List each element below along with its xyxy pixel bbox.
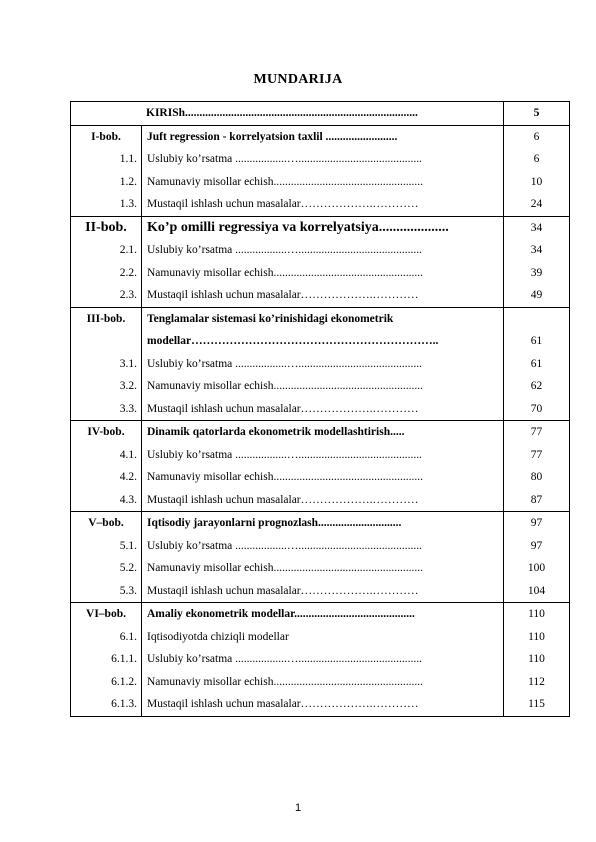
chapter-number: V–bob.: [88, 517, 124, 529]
toc-chapter-row: [71, 603, 570, 717]
section-number: 4.3.: [119, 493, 137, 506]
chapter-text-cell: [142, 125, 504, 216]
table-of-contents: [70, 101, 570, 717]
chapter-text-cell: [142, 216, 504, 307]
section-title: Namunaviy misollar echish....................................................: [147, 175, 423, 188]
section-number: 1.3.: [119, 198, 137, 210]
spacer: [71, 330, 141, 353]
chapter-number: I-bob.: [91, 130, 121, 143]
section-page: 110: [528, 653, 545, 665]
chapter-title: Ko’p omilli regressiya va korrelyatsiya....................: [147, 219, 449, 235]
chapter-page-cell: [504, 603, 570, 717]
section-number: 2.2.: [119, 266, 137, 279]
section-page: 49: [530, 289, 543, 301]
chapter-page-cell: [504, 307, 570, 421]
intro-label-cell: [71, 102, 504, 126]
section-page: 115: [528, 698, 545, 710]
section-number: 4.1.: [119, 448, 137, 461]
chapter-page-cell: [504, 421, 570, 512]
section-title: Namunaviy misollar echish....................................................: [147, 380, 423, 392]
section-title: Uslubiy ko’rsatma ..................…...........................................: [147, 244, 423, 256]
section-title: Mustaqil ishlash uchun masalalar……………….…………: [147, 289, 419, 301]
section-page: 24: [530, 198, 543, 210]
chapter-number: III-bob.: [86, 312, 126, 325]
section-page: 34: [530, 244, 543, 256]
section-page: 62: [530, 380, 543, 392]
section-title: Namunaviy misollar echish....................................................: [147, 471, 423, 483]
section-page: 77: [530, 448, 543, 461]
chapter-text-cell: [142, 512, 504, 603]
section-number: 6.1.1.: [111, 653, 137, 665]
section-title: Mustaqil ishlash uchun masalalar……………….…………: [147, 584, 419, 597]
chapter-number-cell: [71, 125, 142, 216]
chapter-text-cell: [142, 421, 504, 512]
section-page: 6: [533, 153, 540, 165]
section-title: Uslubiy ko’rsatma ..................…...........................................: [147, 539, 423, 552]
section-number: 4.2.: [119, 471, 137, 483]
section-title: Mustaqil ishlash uchun masalalar……………….…………: [147, 698, 419, 710]
chapter-page: 97: [530, 517, 543, 529]
toc-intro-row: [71, 102, 570, 126]
chapter-number-cell: [71, 512, 142, 603]
section-title: Mustaqil ishlash uchun masalalar……………….…………: [147, 493, 419, 506]
section-page: 104: [527, 584, 546, 597]
section-number: 6.1.: [119, 630, 137, 643]
section-page: 10: [530, 175, 543, 188]
chapter-page: 61: [530, 335, 543, 347]
chapter-title: modellar………………………………………………………..: [147, 335, 439, 347]
chapter-title: Iqtisodiy jarayonlarni prognozlash.............................: [147, 517, 402, 529]
section-page: 80: [530, 471, 543, 483]
chapter-title: Tenglamalar sistemasi ko’rinishidagi ekonometrik: [147, 312, 394, 325]
intro-page-cell: [504, 102, 570, 126]
section-title: Uslubiy ko’rsatma ..................…...........................................: [147, 448, 423, 461]
chapter-number: II-bob.: [85, 219, 127, 235]
section-title: Mustaqil ishlash uchun masalalar……………….…………: [147, 198, 419, 210]
chapter-number-cell: [71, 421, 142, 512]
section-number: 3.2.: [119, 380, 137, 392]
chapter-page-cell: [504, 216, 570, 307]
section-page: 110: [528, 630, 545, 643]
chapter-page: 6: [533, 130, 540, 143]
intro-page: 5: [533, 107, 540, 119]
chapter-number-cell: [71, 603, 142, 717]
chapter-text-cell: [142, 603, 504, 717]
section-title: Iqtisodiyotda chiziqli modellar: [147, 630, 289, 643]
section-number: 3.1.: [119, 357, 137, 370]
section-number: 6.1.2.: [111, 675, 137, 688]
toc-chapter-row: [71, 307, 570, 421]
section-page: 87: [530, 493, 543, 506]
section-number: 6.1.3.: [111, 698, 137, 710]
toc-chapter-row: [71, 216, 570, 307]
chapter-number-cell: [71, 307, 142, 421]
section-title: Namunaviy misollar echish....................................................: [147, 562, 423, 574]
toc-chapter-row: [71, 512, 570, 603]
spacer: [504, 308, 569, 331]
chapter-title: Juft regression - korrelyatsion taxlil .........................: [147, 130, 398, 143]
chapter-page: 110: [528, 608, 545, 620]
chapter-page-cell: [504, 512, 570, 603]
section-title: Namunaviy misollar echish....................................................: [147, 266, 423, 279]
chapter-title: Dinamik qatorlarda ekonometrik modellashtirish.....: [147, 426, 405, 438]
section-number: 3.3.: [119, 402, 137, 415]
page-title: MUNDARIJA: [253, 72, 343, 87]
page-number: 1: [294, 802, 302, 814]
chapter-text-cell: [142, 307, 504, 421]
intro-label: KIRISh.................................................................................: [146, 107, 418, 119]
section-number: 5.3.: [119, 584, 137, 597]
section-number: 1.1.: [119, 153, 137, 165]
chapter-page: 34: [530, 221, 543, 234]
section-number: 5.2.: [119, 562, 137, 574]
chapter-title: Amaliy ekonometrik modellar..........................................: [147, 608, 415, 620]
section-page: 97: [530, 539, 543, 552]
section-number: 5.1.: [119, 539, 137, 552]
section-title: Mustaqil ishlash uchun masalalar……………….…………: [147, 402, 419, 415]
section-page: 70: [530, 402, 543, 415]
section-number: 2.1.: [119, 244, 137, 256]
chapter-number-cell: [71, 216, 142, 307]
section-number: 1.2.: [119, 175, 137, 188]
chapter-page: 77: [530, 426, 543, 438]
chapter-page-cell: [504, 125, 570, 216]
chapter-number: VI–bob.: [86, 608, 126, 620]
section-title: Namunaviy misollar echish....................................................: [147, 675, 423, 688]
section-title: Uslubiy ko’rsatma ..................…...........................................: [147, 153, 423, 165]
section-page: 61: [530, 357, 543, 370]
toc-chapter-row: [71, 125, 570, 216]
section-title: Uslubiy ko’rsatma ..................…...........................................: [147, 653, 423, 665]
section-number: 2.3.: [119, 289, 137, 301]
section-page: 112: [528, 675, 545, 688]
section-page: 100: [527, 562, 546, 574]
section-title: Uslubiy ko’rsatma ..................…...........................................: [147, 357, 423, 370]
section-page: 39: [530, 266, 543, 279]
toc-chapter-row: [71, 421, 570, 512]
chapter-number: IV-bob.: [87, 426, 125, 438]
